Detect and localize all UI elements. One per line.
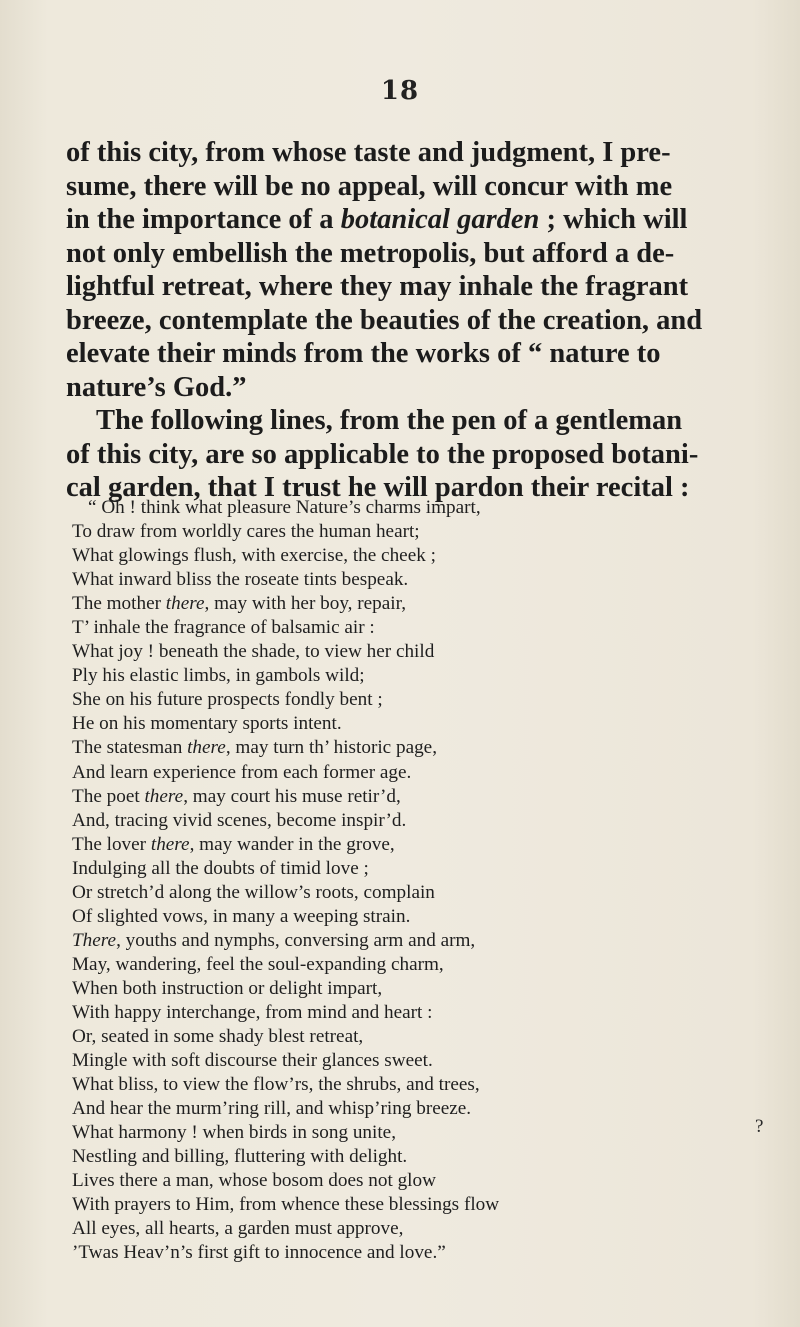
prose-line: breeze, contemplate the beauties of the creation, and bbox=[66, 304, 703, 336]
poem-line: Of slighted vows, in many a weeping strain. bbox=[72, 905, 411, 927]
poem-line: And hear the murm’ring rill, and whisp’ring breeze. bbox=[72, 1098, 472, 1120]
prose-line: lightful retreat, where they may inhale the fragrant bbox=[66, 271, 689, 302]
poem-line: The statesman there, may turn th’ historic page, bbox=[72, 737, 437, 759]
poem-line: ’Twas Heav’n’s first gift to innocence and love.” bbox=[72, 1242, 446, 1264]
question-mark: ? bbox=[755, 1116, 764, 1137]
poem bbox=[72, 496, 772, 1266]
poem-line: “ Oh ! think what pleasure Nature’s charms impart, bbox=[88, 497, 481, 518]
poem-line: May, wandering, feel the soul-expanding charm, bbox=[72, 953, 444, 975]
poem-line: The poet there, may court his muse retir’d, bbox=[72, 785, 401, 807]
prose-line: sume, there will be no appeal, will concur with me bbox=[66, 170, 673, 202]
poem-line: What harmony ! when birds in song unite, bbox=[72, 1122, 396, 1144]
poem-line: T’ inhale the fragrance of balsamic air : bbox=[72, 617, 375, 639]
poem-line: The mother there, may with her boy, repair, bbox=[72, 593, 407, 615]
poem-line: When both instruction or delight impart, bbox=[72, 977, 383, 999]
poem-line: Or, seated in some shady blest retreat, bbox=[72, 1026, 364, 1048]
poem-line: She on his future prospects fondly bent ; bbox=[72, 689, 383, 711]
poem-line: The lover there, may wander in the grove, bbox=[72, 833, 395, 855]
poem-line: With prayers to Him, from whence these blessings flow bbox=[72, 1194, 500, 1216]
poem-line: Or stretch’d along the willow’s roots, complain bbox=[72, 881, 435, 903]
poem-line: All eyes, all hearts, a garden must approve, bbox=[72, 1218, 404, 1240]
poem-line: What bliss, to view the flow’rs, the shrubs, and trees, bbox=[72, 1074, 480, 1096]
prose-line: elevate their minds from the works of “ nature to bbox=[66, 338, 661, 369]
prose-paragraph bbox=[66, 136, 786, 505]
poem-line: What inward bliss the roseate tints bespeak. bbox=[72, 569, 409, 591]
poem-line: What joy ! beneath the shade, to view her child bbox=[72, 641, 435, 663]
poem-line: And learn experience from each former age. bbox=[72, 761, 412, 783]
poem-line: What glowings flush, with exercise, the cheek ; bbox=[72, 545, 436, 567]
prose-line: not only embellish the metropolis, but afford a de- bbox=[66, 237, 675, 269]
poem-line: And, tracing vivid scenes, become inspir’d. bbox=[72, 809, 407, 831]
prose-line: of this city, are so applicable to the proposed botani- bbox=[66, 438, 699, 470]
prose-line: nature’s God.” bbox=[66, 371, 247, 403]
prose-line: The following lines, from the pen of a gentleman bbox=[96, 405, 683, 436]
prose-line: in the importance of a botanical garden ; which will bbox=[66, 204, 688, 235]
poem-line: To draw from worldly cares the human heart; bbox=[72, 521, 420, 543]
poem-line: Nestling and billing, fluttering with delight. bbox=[72, 1146, 408, 1168]
page-number: 18 bbox=[380, 76, 420, 106]
poem-line: He on his momentary sports intent. bbox=[72, 713, 342, 735]
poem-line: Ply his elastic limbs, in gambols wild; bbox=[72, 665, 365, 687]
poem-line: With happy interchange, from mind and heart : bbox=[72, 1001, 433, 1023]
italic-phrase: botanical garden bbox=[340, 204, 540, 235]
poem-line: There, youths and nymphs, conversing arm and arm, bbox=[72, 929, 476, 951]
prose-line: cal garden, that I trust he will pardon their recital : bbox=[66, 472, 690, 503]
poem-line: Indulging all the doubts of timid love ; bbox=[72, 857, 369, 879]
poem-line: Lives there a man, whose bosom does not glow bbox=[72, 1170, 436, 1192]
prose-line: of this city, from whose taste and judgment, I pre- bbox=[66, 137, 671, 168]
poem-line: Mingle with soft discourse their glances sweet. bbox=[72, 1050, 433, 1072]
